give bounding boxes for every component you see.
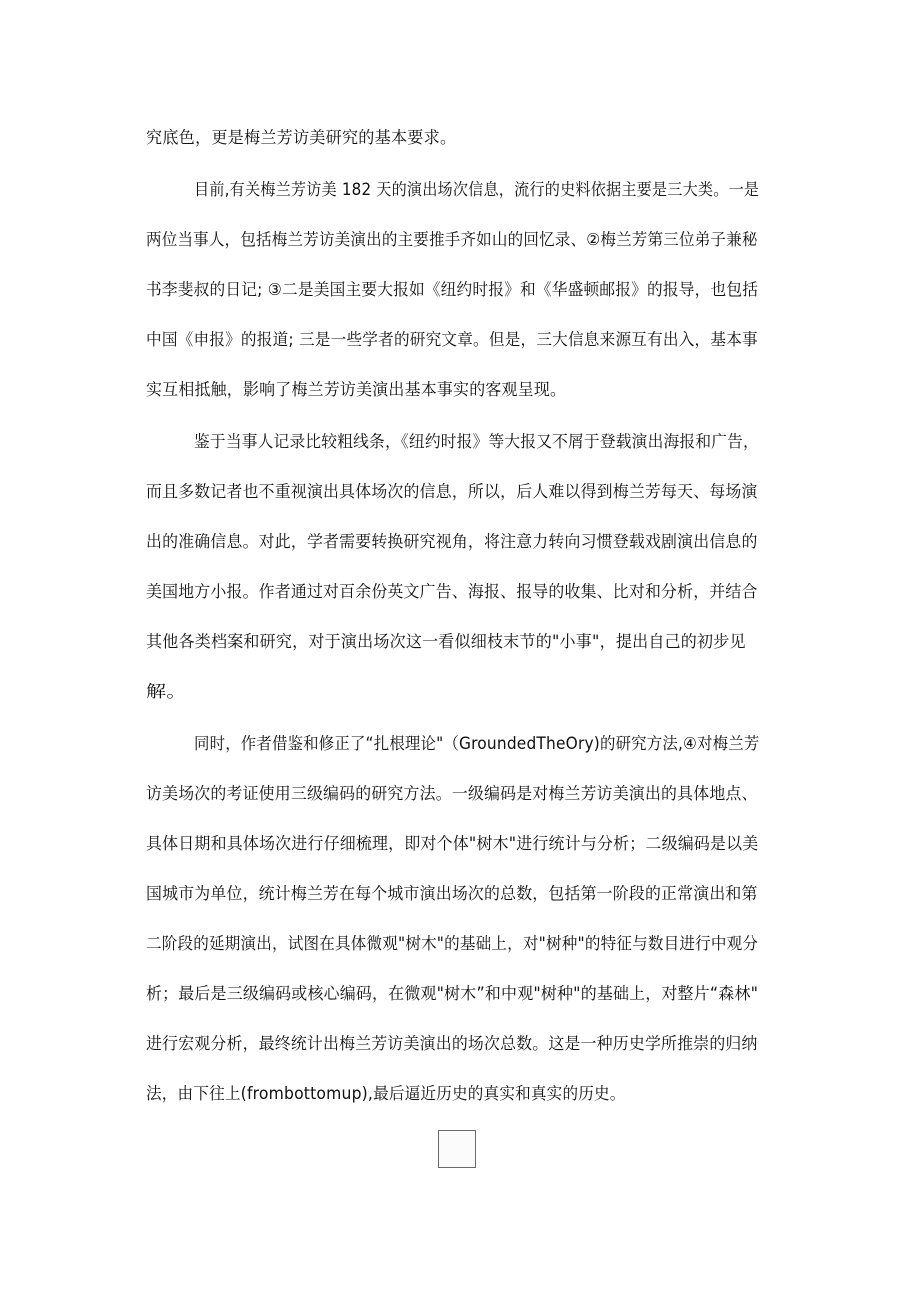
text-line: 鉴于当事人记录比较粗线条，《纽约时报》等大报又不屑于登载演出海报和广告， bbox=[194, 432, 759, 451]
text-line: 实互相抵触，影响了梅兰芳访美演出基本事实的客观呈现。 bbox=[146, 380, 567, 399]
text-line: 究底色，更是梅兰芳访美研究的基本要求。 bbox=[146, 128, 457, 147]
text-line: 其他各类档案和研究，对于演出场次这一看似细枝末节的"小事"，提出自己的初步见 bbox=[146, 632, 746, 651]
text-line: 中国《申报》的报道; 三是一些学者的研究文章。但是，三大信息来源互有出入，基本事 bbox=[146, 330, 758, 349]
text-line: 法，由下往上(frombottomup),最后逼近历史的真实和真实的历史。 bbox=[146, 1084, 626, 1103]
text-line: 解。 bbox=[146, 682, 187, 701]
text-line: 访美场次的考证使用三级编码的研究方法。一级编码是对梅兰芳访美演出的具体地点、 bbox=[146, 784, 758, 803]
text-line: 析；最后是三级编码或核心编码，在微观"树木”和中观"树种"的基础上，对整片“森林" bbox=[146, 984, 759, 1003]
text-line: 具体日期和具体场次进行仔细梳理，即对个体"树木"进行统计与分析；二级编码是以美 bbox=[146, 834, 759, 853]
text-line: 同时，作者借鉴和修正了“扎根理论"（GroundedTheOry)的研究方法,④对梅兰芳 bbox=[194, 734, 760, 753]
text-line: 书李斐叔的日记; ③二是美国主要大报如《纽约时报》和《华盛顿邮报》的报导，也包括 bbox=[146, 280, 759, 299]
page-number-box bbox=[438, 1130, 476, 1168]
text-line: 出的准确信息。对此，学者需要转换研究视角，将注意力转向习惯登载戏剧演出信息的 bbox=[146, 532, 758, 551]
text-line: 两位当事人，包括梅兰芳访美演出的主要推手齐如山的回忆录、②梅兰芳第三位弟子兼秘 bbox=[146, 230, 758, 249]
text-line: 二阶段的延期演出，试图在具体微观"树木"的基础上，对"树种"的特征与数目进行中观分 bbox=[146, 934, 759, 953]
text-line: 目前,有关梅兰芳访美 182 天的演出场次信息，流行的史料依据主要是三大类。一是 bbox=[194, 180, 760, 199]
text-line: 美国地方小报。作者通过对百余份英文广告、海报、报导的收集、比对和分析，并结合 bbox=[146, 582, 758, 601]
text-line: 而且多数记者也不重视演出具体场次的信息，所以，后人难以得到梅兰芳每天、每场演 bbox=[146, 482, 758, 501]
text-line: 国城市为单位，统计梅兰芳在每个城市演出场次的总数，包括第一阶段的正常演出和第 bbox=[146, 884, 758, 903]
text-line: 进行宏观分析，最终统计出梅兰芳访美演出的场次总数。这是一种历史学所推崇的归纳 bbox=[146, 1034, 758, 1053]
